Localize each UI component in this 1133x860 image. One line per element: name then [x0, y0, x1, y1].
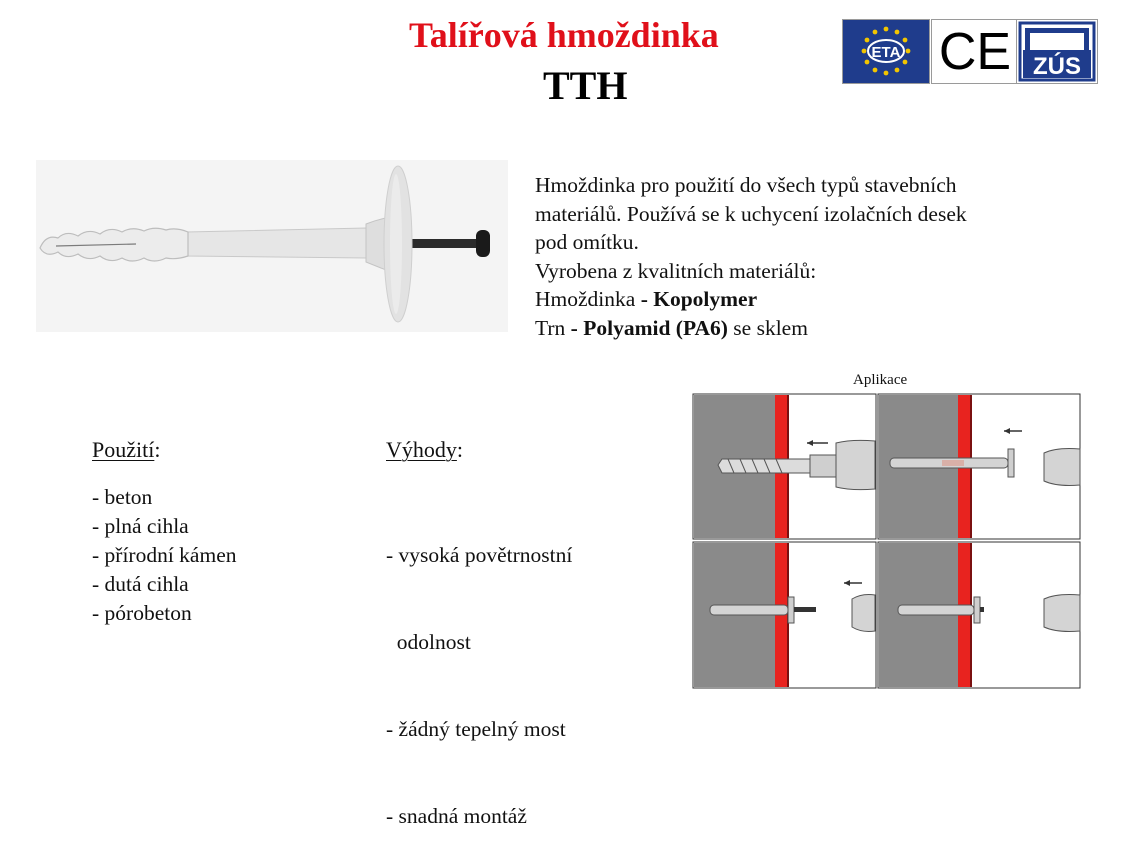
usage-heading-colon: : [154, 437, 161, 462]
list-item: - dutá cihla [92, 572, 189, 596]
list-item: - přírodní kámen [92, 543, 237, 567]
product-photo [36, 160, 508, 332]
list-item: - beton [92, 485, 153, 509]
advantages-heading-colon: : [456, 437, 464, 462]
advantages-heading [386, 437, 463, 463]
zus-badge [1016, 19, 1098, 84]
list-item: - plná cihla [92, 514, 189, 538]
description-line: Vyrobena z kvalitních materiálů: [535, 258, 817, 283]
product-code: TTH [543, 63, 628, 108]
material-dowel [535, 285, 1055, 314]
advantages-heading-text: Výhody [386, 437, 457, 462]
description-line: pod omítku. [535, 230, 639, 254]
page-title: Talířová hmoždinka [409, 15, 719, 55]
step-hammer-panel [693, 542, 876, 688]
step-insert-panel [878, 394, 1080, 539]
ce-badge [931, 19, 1017, 84]
step-done-panel [878, 542, 1080, 688]
ce-label: CE [938, 23, 1012, 81]
eta-badge [842, 19, 930, 84]
material-dowel-label: Hmoždinka [535, 287, 636, 311]
step-drill-panel [693, 394, 876, 539]
list-item: - pórobeton [92, 601, 192, 625]
description-line: Hmoždinka pro použití do všech typů stavebních [535, 173, 957, 197]
list-item: odolnost [386, 630, 471, 654]
application-label: Aplikace [853, 372, 908, 388]
material-pin-label: Trn [535, 315, 571, 340]
zus-logo-icon [1017, 20, 1097, 83]
eta-label: ETA [871, 44, 901, 61]
usage-list [92, 483, 237, 628]
description-line: materiálů. Používá se k uchycení izolačních desek [535, 201, 967, 226]
usage-heading [92, 437, 160, 463]
material-pin-value: - Polyamid (PA6) [570, 315, 728, 340]
advantages-list [386, 483, 572, 860]
eta-stars-icon [843, 20, 929, 83]
list-item: - žádný tepelný most [386, 717, 566, 741]
list-item: - snadná montáž [386, 804, 527, 828]
application-diagram [692, 393, 1081, 689]
list-item: - vysoká povětrnostní [386, 543, 573, 567]
material-pin [535, 314, 1055, 343]
material-pin-suffix: se sklem [727, 315, 808, 340]
material-dowel-value: - Kopolymer [635, 287, 758, 311]
usage-heading-text: Použití [92, 437, 155, 462]
product-description [535, 171, 1055, 342]
zus-label: ZÚS [1033, 53, 1081, 80]
